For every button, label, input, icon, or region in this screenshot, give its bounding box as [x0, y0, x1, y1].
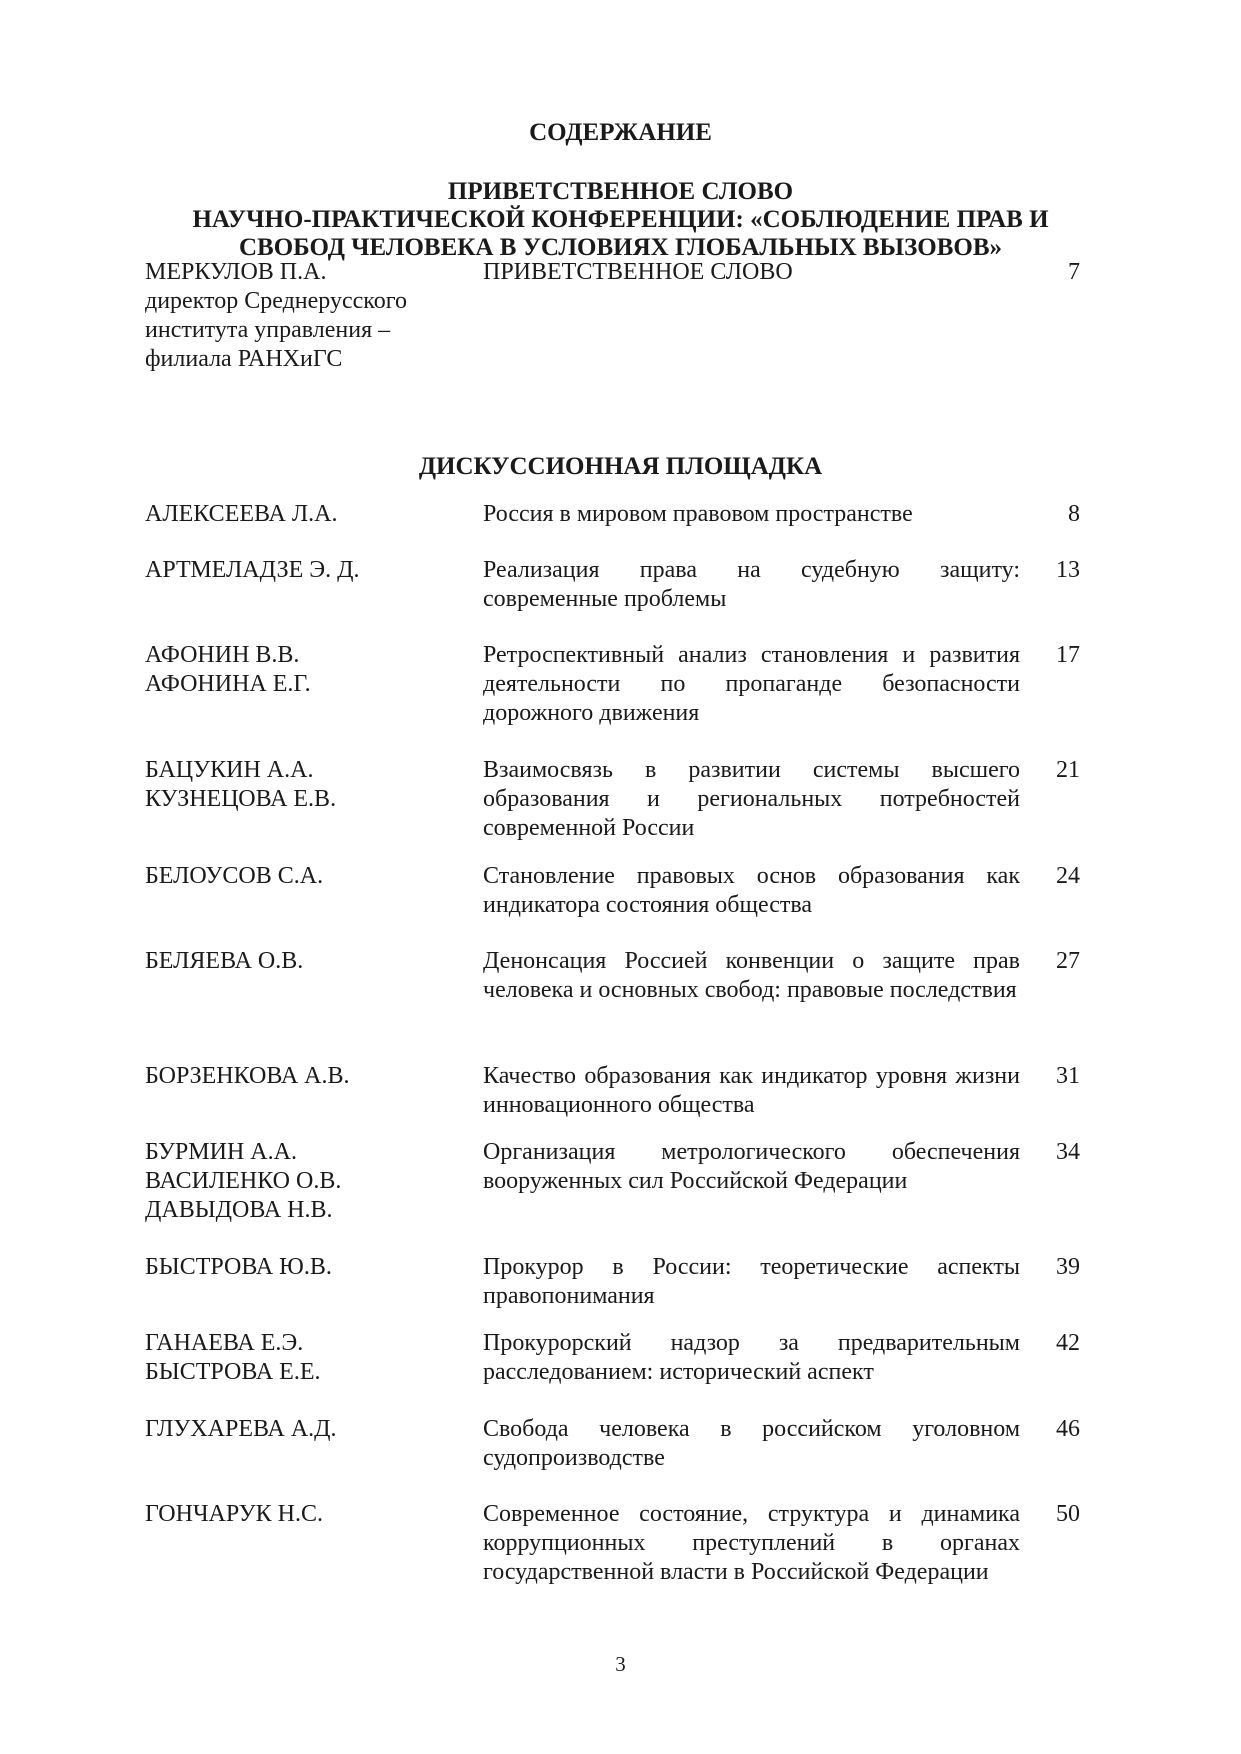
- entry-title: Реализация права на судебную защиту: современные проблемы: [483, 557, 1020, 612]
- author-line: директор Среднерусского: [145, 288, 407, 314]
- entry-authors: [145, 756, 465, 814]
- entry-page-number: 24: [1056, 863, 1080, 889]
- entry-title: Становление правовых основ образования как индикатора состояния общества: [483, 863, 1020, 918]
- entry-page-number: 31: [1056, 1063, 1080, 1089]
- entry-title: Организация метрологического обеспечения вооруженных сил Российской Федерации: [483, 1139, 1020, 1194]
- entry-authors: [145, 500, 465, 529]
- author-name: ГОНЧАРУК Н.С.: [145, 1501, 323, 1527]
- entry-title: Прокурор в России: теоретические аспекты правопонимания: [483, 1254, 1020, 1309]
- entry-page-number: 8: [1068, 501, 1080, 527]
- author-name: АЛЕКСЕЕВА Л.А.: [145, 501, 338, 527]
- author-name: БУРМИН А.А.: [145, 1139, 297, 1165]
- entry-title: Россия в мировом правовом пространстве: [483, 501, 913, 527]
- entry-authors: [145, 862, 465, 891]
- greeting-heading: [120, 178, 1121, 262]
- entry-page-number: 50: [1056, 1501, 1080, 1527]
- page-number: 3: [615, 1652, 626, 1676]
- entry-page-number: 39: [1056, 1254, 1080, 1280]
- author-name: БАЦУКИН А.А.: [145, 757, 314, 783]
- entry-title: Современное состояние, структура и динамика коррупционных преступлений в органах государственной власти в Российской Федерации: [483, 1501, 1020, 1585]
- entry-page-number: 13: [1056, 557, 1080, 583]
- entry-author: [145, 258, 465, 374]
- author-line: филиала РАНХиГС: [145, 346, 343, 372]
- entry-title: Денонсация Россией конвенции о защите прав человека и основных свобод: правовые последствия: [483, 948, 1020, 1003]
- author-name: БЫСТРОВА Е.Е.: [145, 1359, 321, 1385]
- author-name: ВАСИЛЕНКО О.В.: [145, 1168, 342, 1194]
- entry-page-number: 21: [1056, 757, 1080, 783]
- greeting-heading-line: СВОБОД ЧЕЛОВЕКА В УСЛОВИЯХ ГЛОБАЛЬНЫХ ВЫЗОВОВ»: [238, 234, 1003, 261]
- entry-page-number: 42: [1056, 1330, 1080, 1356]
- contents-title: СОДЕРЖАНИЕ: [529, 119, 712, 146]
- entry-title: Взаимосвязь в развитии системы высшего образования и региональных потребностей современной России: [483, 757, 1020, 841]
- entry-title: Прокурорский надзор за предварительным расследованием: исторический аспект: [483, 1330, 1020, 1385]
- entry-title: ПРИВЕТСТВЕННОЕ СЛОВО: [483, 259, 793, 285]
- author-name: АРТМЕЛАДЗЕ Э. Д.: [145, 557, 360, 583]
- author-name: ДАВЫДОВА Н.В.: [145, 1197, 333, 1223]
- author-name: БЫСТРОВА Ю.В.: [145, 1254, 332, 1280]
- author-name: ГАНАЕВА Е.Э.: [145, 1330, 304, 1356]
- entry-authors: [145, 1253, 465, 1282]
- entry-authors: [145, 947, 465, 976]
- author-name: АФОНИН В.В.: [145, 642, 300, 668]
- entry-authors: [145, 641, 465, 699]
- author-line: МЕРКУЛОВ П.А.: [145, 259, 327, 285]
- entry-title: Ретроспективный анализ становления и развития деятельности по пропаганде безопасности дорожного движения: [483, 642, 1020, 726]
- author-name: АФОНИНА Е.Г.: [145, 671, 311, 697]
- author-name: БОРЗЕНКОВА А.В.: [145, 1063, 350, 1089]
- entry-authors: [145, 556, 465, 585]
- entry-page-number: 17: [1056, 642, 1080, 668]
- entry-authors: [145, 1062, 465, 1091]
- entry-authors: [145, 1500, 465, 1529]
- entry-page-number: 27: [1056, 948, 1080, 974]
- author-name: КУЗНЕЦОВА Е.В.: [145, 786, 337, 812]
- entry-authors: [145, 1138, 465, 1225]
- entry-page-number: 7: [1068, 259, 1080, 285]
- section-heading-discussion: ДИСКУССИОННАЯ ПЛОЩАДКА: [418, 453, 823, 480]
- entry-authors: [145, 1415, 465, 1444]
- greeting-heading-line: ПРИВЕТСТВЕННОЕ СЛОВО: [447, 178, 794, 205]
- author-line: института управления –: [145, 317, 391, 343]
- author-name: БЕЛЯЕВА О.В.: [145, 948, 304, 974]
- entry-authors: [145, 1329, 465, 1387]
- greeting-heading-line: НАУЧНО-ПРАКТИЧЕСКОЙ КОНФЕРЕНЦИИ: «СОБЛЮДЕНИЕ ПРАВ И: [192, 206, 1049, 233]
- entry-page-number: 34: [1056, 1139, 1080, 1165]
- entry-page-number: 46: [1056, 1416, 1080, 1442]
- entry-title: Качество образования как индикатор уровня жизни инновационного общества: [483, 1063, 1020, 1118]
- author-name: БЕЛОУСОВ С.А.: [145, 863, 324, 889]
- entry-title: Свобода человека в российском уголовном судопроизводстве: [483, 1416, 1020, 1471]
- author-name: ГЛУХАРЕВА А.Д.: [145, 1416, 337, 1442]
